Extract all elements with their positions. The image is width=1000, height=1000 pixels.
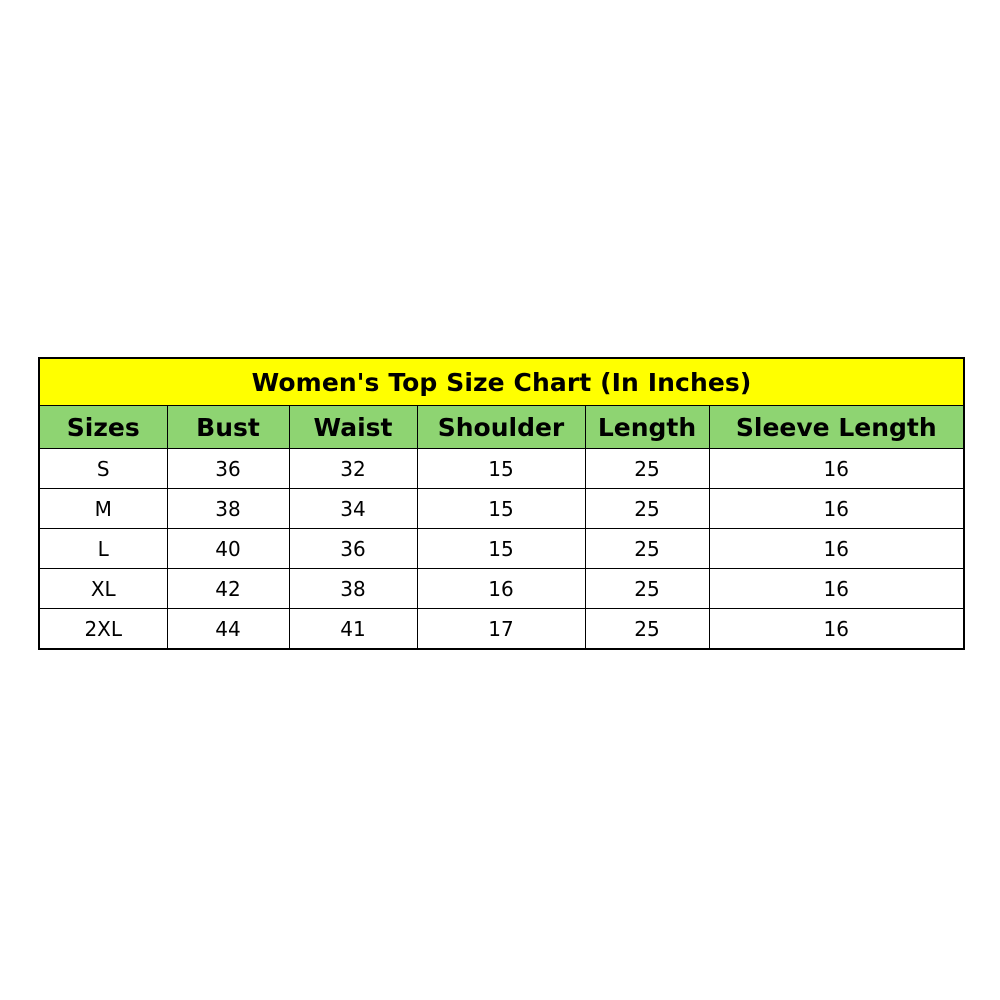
column-header-length: Length — [585, 406, 709, 449]
cell-length: 25 — [585, 489, 709, 529]
chart-title: Women's Top Size Chart (In Inches) — [39, 358, 964, 406]
size-chart-table — [38, 357, 965, 650]
cell-size: M — [39, 489, 167, 529]
cell-sleeve-length: 16 — [709, 489, 964, 529]
table-row — [39, 449, 964, 489]
table-row — [39, 489, 964, 529]
table-row — [39, 569, 964, 609]
table-header-row — [39, 406, 964, 449]
column-header-shoulder: Shoulder — [417, 406, 585, 449]
cell-bust: 36 — [167, 449, 289, 489]
cell-sleeve-length: 16 — [709, 449, 964, 489]
cell-waist: 38 — [289, 569, 417, 609]
size-chart-container — [38, 357, 963, 650]
cell-length: 25 — [585, 449, 709, 489]
column-header-waist: Waist — [289, 406, 417, 449]
cell-shoulder: 15 — [417, 529, 585, 569]
cell-length: 25 — [585, 569, 709, 609]
cell-sleeve-length: 16 — [709, 529, 964, 569]
table-row — [39, 609, 964, 650]
cell-waist: 41 — [289, 609, 417, 650]
table-title-row — [39, 358, 964, 406]
cell-bust: 42 — [167, 569, 289, 609]
cell-bust: 40 — [167, 529, 289, 569]
cell-shoulder: 15 — [417, 489, 585, 529]
cell-size: L — [39, 529, 167, 569]
cell-bust: 44 — [167, 609, 289, 650]
cell-size: 2XL — [39, 609, 167, 650]
column-header-sizes: Sizes — [39, 406, 167, 449]
cell-size: XL — [39, 569, 167, 609]
cell-shoulder: 17 — [417, 609, 585, 650]
column-header-bust: Bust — [167, 406, 289, 449]
cell-shoulder: 16 — [417, 569, 585, 609]
table-row — [39, 529, 964, 569]
cell-sleeve-length: 16 — [709, 569, 964, 609]
cell-length: 25 — [585, 529, 709, 569]
cell-bust: 38 — [167, 489, 289, 529]
cell-waist: 34 — [289, 489, 417, 529]
cell-sleeve-length: 16 — [709, 609, 964, 650]
column-header-sleeve-length: Sleeve Length — [709, 406, 964, 449]
cell-length: 25 — [585, 609, 709, 650]
cell-waist: 32 — [289, 449, 417, 489]
cell-shoulder: 15 — [417, 449, 585, 489]
cell-waist: 36 — [289, 529, 417, 569]
cell-size: S — [39, 449, 167, 489]
